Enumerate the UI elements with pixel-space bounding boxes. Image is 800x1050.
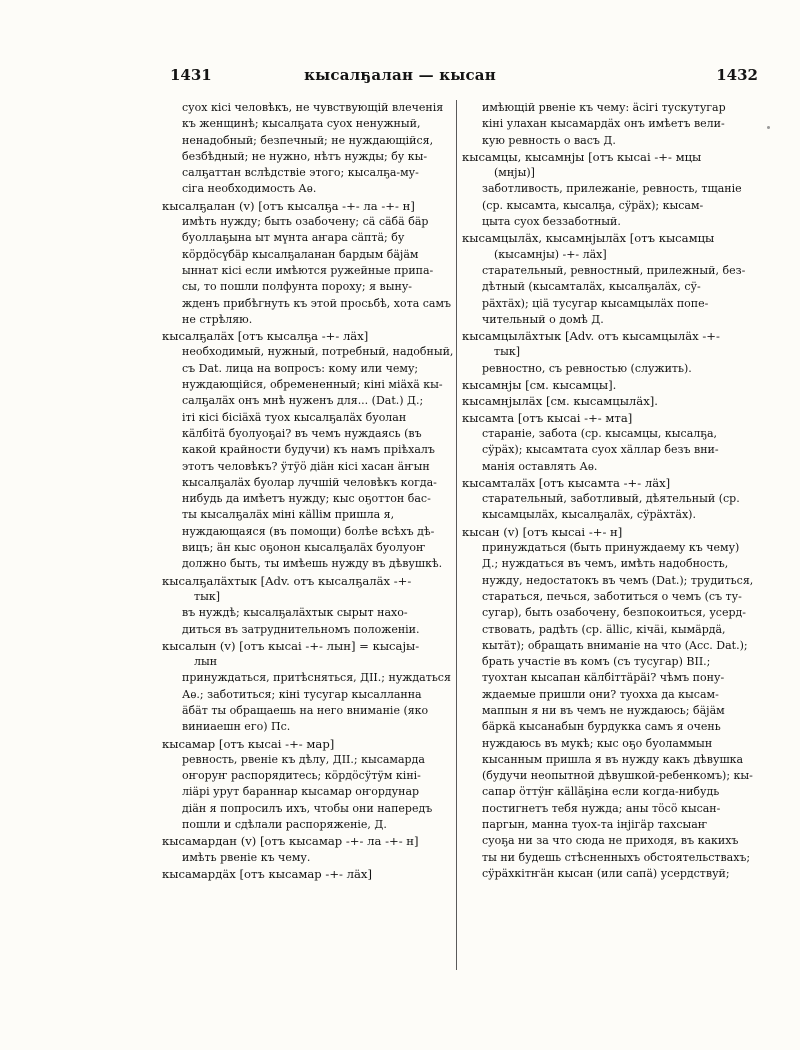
entry-text-line: (будучи неопытной дѣвушкой-ребенкомъ); кы- <box>482 769 753 783</box>
entry-text-line: необходимый, нужный, потребный, надобный, <box>182 345 454 359</box>
entry-headword-line: кысамардäх [отъ кысамар -+- лäх] <box>162 866 372 881</box>
entry-text-line: манія оставлять Аѳ. <box>482 459 598 473</box>
running-head: кысалҕалан — кысан <box>304 66 496 84</box>
entry-text-line: рäхтäх); ціä тусугар кысамцылäх попе- <box>482 296 709 310</box>
entry-headword-line: кысалҕалан (v) [отъ кысалҕа -+- ла -+- н] <box>162 198 415 213</box>
entry-text-line: стараться, печься, заботиться о чемъ (съ ту- <box>482 589 742 603</box>
entry-text-line: принуждаться, притѣсняться, ДІІ.; нуждаться <box>182 671 451 685</box>
entry-text-line: сӱрäхкітҥäн кысан (или сапä) усердствуй; <box>482 866 730 880</box>
entry-headword-line: кысамта [отъ кысаі -+- мта] <box>462 410 633 425</box>
entry-headword-line: кысалҕалäх [отъ кысалҕа -+- лäх] <box>162 329 369 344</box>
entry-headword-line: кысамардан (v) [отъ кысамар -+- ла -+- н] <box>162 834 419 849</box>
entry-text-line: буоллаҕына ыт мүнта аҥара сäптä; бу <box>182 231 405 245</box>
entry-text-line: тык] <box>194 589 221 603</box>
entry-text-line: паргын, манна туох-та інјігäр тахсыаҥ <box>482 818 708 832</box>
entry-text-line: въ нуждѣ; кысалҕалäхтык сырыт нахо- <box>182 606 408 620</box>
entry-text-line: нуждающійся, обремененный; кіні мiäxä кы- <box>182 378 443 392</box>
entry-text-line: сӱрäх); кысамтата суох хäллар безъ вни- <box>482 443 719 457</box>
entry-text-line: кіні улахан кысамардäх онъ имѣетъ вели- <box>482 117 725 131</box>
scan-speck <box>767 126 770 129</box>
entry-text-line: ревностно, съ ревностью (служить). <box>482 361 692 375</box>
page-number-right: 1432 <box>716 66 758 84</box>
entry-text-line: этотъ человѣкъ? ӱтӱӧ діäн кісі хасан äҥын <box>182 459 430 473</box>
entry-text-line: сіга необходимость Аѳ. <box>182 182 317 196</box>
entry-text-line: кысанным пришла я въ нужду какъ дѣвушка <box>482 752 744 766</box>
entry-text-line: диться въ затруднительномъ положеніи. <box>182 622 420 636</box>
column-divider <box>456 100 457 970</box>
entry-text-line: маппын я ни въ чемъ не нуждаюсь; бäјäм <box>482 703 725 717</box>
entry-text-line: имѣть нужду; быть озабочену; сä сäбä бäр <box>182 215 429 229</box>
entry-text-line: салҕалäх онъ мнѣ нуженъ для... (Dat.) Д.; <box>182 394 424 408</box>
entry-text-line: ревность, рвеніе къ дѣлу, ДІІ.; кысамарда <box>182 752 425 766</box>
entry-text-line: дѣтный (кысамталäх, кысалҕалäх, сӱ- <box>482 280 701 294</box>
right-column <box>462 100 764 882</box>
entry-text-line: виниаешн его) Пс. <box>182 720 291 734</box>
entry-headword-line: кысамцы, кысамнјы [отъ кысаі -+- мцы <box>462 149 702 164</box>
entry-text-line: лын <box>194 655 218 669</box>
entry-text-line: кäлбітä буолуоҕаі? въ чемъ нуждаясь (въ <box>182 426 422 440</box>
entry-text-line: ненадобный; безпечный; не нуждающійся, <box>182 133 434 147</box>
entry-text-line: кысамцылäх, кысалҕалäх, сӱрäхтäх). <box>482 508 696 522</box>
entry-text-line: старательный, ревностный, прилежный, без- <box>482 263 746 277</box>
entry-text-line: кую ревность о васъ Д. <box>482 133 616 147</box>
entry-text-line: должно быть, ты имѣешь нужду въ дѣвушкѣ. <box>182 557 443 571</box>
entry-text-line: нибудь да имѣетъ нужду; кыс оҕоттон бас- <box>182 492 431 506</box>
entry-text-line: кысалҕалäх буолар лучшій человѣкъ когда- <box>182 475 437 489</box>
entry-text-line: äбäт ты обращаешь на него вниманіе (яко <box>182 703 429 717</box>
entry-text-line: сапар ӧттӱҥ кällӓҕіна если когда-нибудь <box>482 785 720 799</box>
entry-text-line: жденъ прибѣгнуть къ этой просьбѣ, хота самъ <box>182 296 452 310</box>
entry-text-line: сы, то пошли полфунта пороху; я выну- <box>182 280 413 294</box>
entry-text-line: принуждаться (быть принуждаему къ чему) <box>482 541 740 555</box>
entry-text-line: салҕаттан вслѣдствіе этого; кысалҕа-му- <box>182 166 419 180</box>
entry-text-line: Аѳ.; заботиться; кіні тусугар кысалланна <box>182 687 422 701</box>
entry-text-line: тык] <box>494 345 521 359</box>
entry-text-line: діäн я попросилъ ихъ, чтобы они напередъ <box>182 801 433 815</box>
left-column <box>162 100 454 882</box>
entry-text-line: стараніе, забота (ср. кысамцы, кысалҕа, <box>482 426 718 440</box>
entry-text-line: ліäрі урут бараннар кысамар оҥордунар <box>182 785 420 799</box>
entry-text-line: туохтан кысапан кäлбіттäрäі? чѣмъ пону- <box>482 671 725 685</box>
entry-text-line: суоҕа ни за что сюда не приходя, въ какихъ <box>482 834 739 848</box>
entry-text-line: какой крайности будучи) къ намъ пріѣхалъ <box>182 443 435 457</box>
entry-text-line: ыннат кісі если имѣются ружейные припа- <box>182 263 434 277</box>
entry-text-line: съ Dat. лица на вопросъ: кому или чему; <box>182 361 419 375</box>
entry-headword-line: кысамталäх [отъ кысамта -+- лäх] <box>462 475 671 490</box>
entry-text-line: чительный о домѣ Д. <box>482 312 604 326</box>
entry-headword-line: кысамнјылäх [см. кысамцылäх]. <box>462 394 658 409</box>
entry-headword-line: кысамнјы [см. кысамцы]. <box>462 378 617 393</box>
entry-text-line: цыта суох беззаботный. <box>482 215 621 229</box>
entry-text-line: ждаемые пришли они? туохха да кысам- <box>482 687 719 701</box>
entry-text-line: постигнетъ тебя нужда; аны тӧсӧ кысан- <box>482 801 721 815</box>
entry-text-line: бäркä кысанабын бурдукка самъ я очень <box>482 720 721 734</box>
entry-text-line: не стрѣляю. <box>182 312 253 326</box>
entry-text-line: сугар), быть озабочену, безпокоиться, усерд- <box>482 606 746 620</box>
entry-text-line: суох кісі человѣкъ, не чувствующій влеченія <box>182 101 444 114</box>
entry-text-line: имѣющій рвеніе къ чему: äсігі тускутугар <box>482 101 726 114</box>
entry-text-line: нуждаюсь въ мукѣ; кыс оҕо буоламмын <box>482 736 713 750</box>
entry-text-line: кӧрдӧсүбäр кысалҕаланан бардым бäјäм <box>182 247 419 261</box>
entry-text-line: вицъ; äн кыс оҕонон кысалҕалäх буолуоҥ <box>182 541 426 555</box>
entry-text-line: брать участіе въ комъ (съ тусугар) ВІІ.; <box>482 655 711 669</box>
entry-text-line: (ср. кысамта, кысалҕа, сӱрäх); кысам- <box>482 198 704 212</box>
entry-text-line: заботливость, прилежаніе, ревность, тщаніе <box>482 182 742 196</box>
entry-text-line: (мнјы)] <box>494 166 535 180</box>
entry-text-line: безбѣдный; не нужно, нѣтъ нужды; бу кы- <box>182 149 428 163</box>
entry-headword-line: кысалын (v) [отъ кысаі -+- лын] = кысајы- <box>162 638 420 653</box>
entry-text-line: имѣть рвеніе къ чему. <box>182 850 311 864</box>
entry-text-line: нужду, недостатокъ въ чемъ (Dat.); трудиться, <box>482 573 754 587</box>
entry-text-line: ствовать, радѣть (ср. ällic, кічäі, кымäрдä, <box>482 622 726 636</box>
entry-text-line: къ женщинѣ; кысалҕата суох ненужный, <box>182 117 421 131</box>
entry-headword-line: кысамцылäх, кысамнјылäх [отъ кысамцы <box>462 231 715 246</box>
entry-headword-line: кысан (v) [отъ кысаі -+- н] <box>462 524 623 539</box>
entry-text-line: старательный, заботливый, дѣятельный (ср. <box>482 492 740 506</box>
entry-text-line: (кысамнјы) -+- лäх] <box>494 247 607 261</box>
entry-text-line: ты ни будешь стѣсненныхъ обстоятельствахъ; <box>482 850 751 864</box>
entry-headword-line: кысамцылäхтык [Adv. отъ кысамцылäх -+- <box>462 329 720 344</box>
entry-headword-line: кысалҕалäхтык [Adv. отъ кысалҕалäх -+- <box>162 573 412 588</box>
page-number-left: 1431 <box>170 66 212 84</box>
entry-text-line: ты кысалҕалäх міні кällім пришла я, <box>182 508 395 522</box>
entry-text-line: пошли и сдѣлали распоряженіе, Д. <box>182 818 387 832</box>
entry-text-line: кытäт); обращать вниманіе на что (Acc. Dat.); <box>482 638 748 652</box>
entry-text-line: оҥоруҥ распорядитесь; кӧрдӧсӱтӱм кіні- <box>182 769 421 783</box>
entry-text-line: іті кісі бісіäxä туох кысалҕалäх буолан <box>182 410 407 424</box>
entry-headword-line: кысамар [отъ кысаі -+- мар] <box>162 736 335 751</box>
entry-text-line: нуждающаяся (въ помощи) болѣе всѣхъ дѣ- <box>182 524 435 538</box>
entry-text-line: Д.; нуждаться въ чемъ, имѣть надобность, <box>482 557 729 571</box>
